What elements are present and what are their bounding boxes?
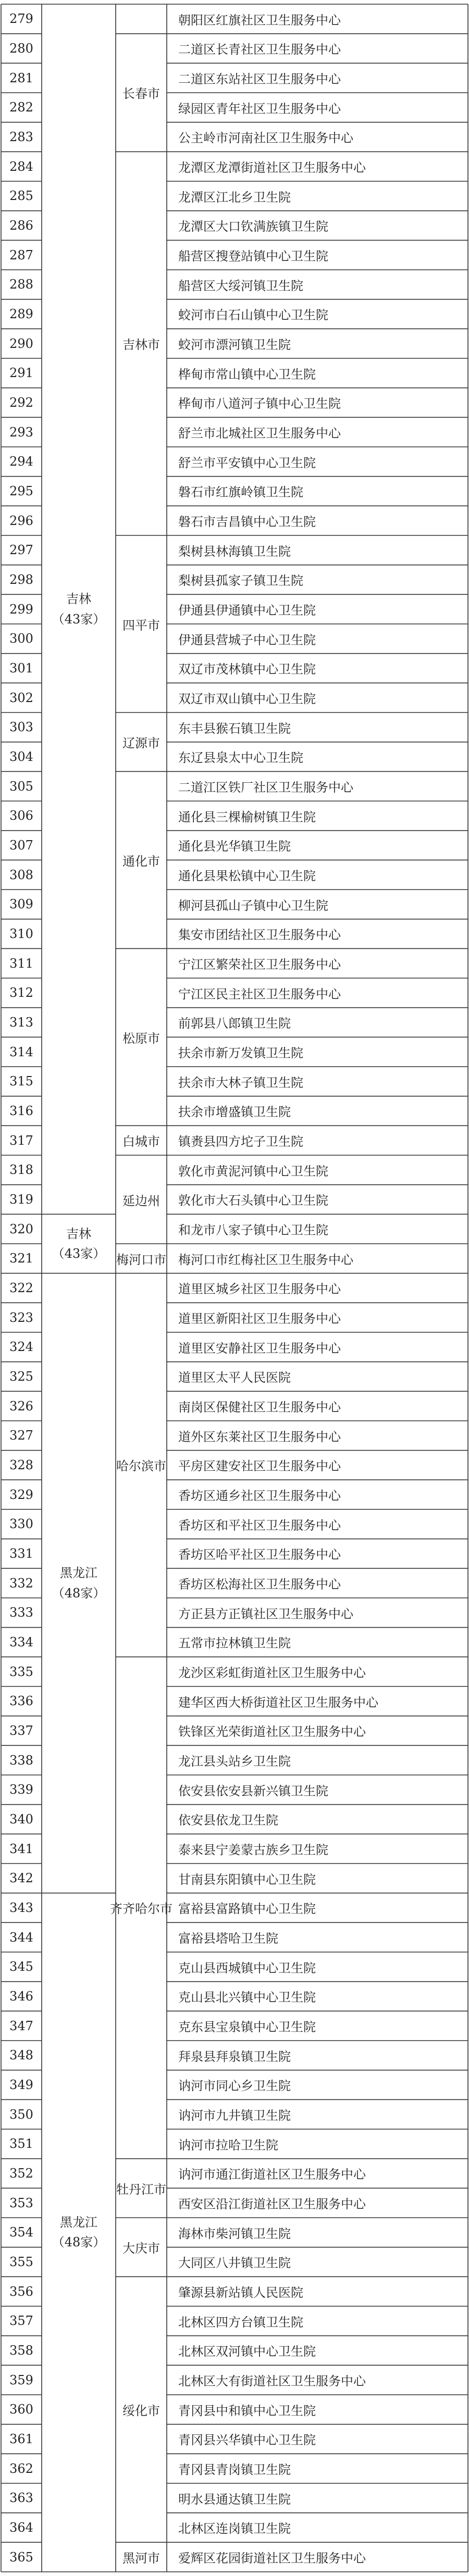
row-number: 362 [9, 2461, 33, 2476]
row-number: 353 [9, 2195, 33, 2210]
row-number: 314 [9, 1044, 33, 1059]
row-number: 307 [9, 837, 33, 853]
institution-name: 二道区东站社区卫生服务中心 [178, 72, 341, 87]
row-number: 291 [9, 366, 33, 381]
row-number: 289 [9, 306, 33, 321]
institution-name: 北林区四方台镇卫生院 [178, 2315, 303, 2330]
institution-name: 拜泉县拜泉镇卫生院 [178, 2049, 291, 2064]
city-cell: 松原市 [122, 1031, 160, 1046]
institution-name: 朝阳区红旗社区卫生服务中心 [178, 12, 341, 28]
row-number: 295 [9, 483, 33, 498]
institution-name: 富裕县塔哈卫生院 [178, 1931, 278, 1946]
institution-name: 讷河市拉哈卫生院 [178, 2137, 278, 2153]
institution-name: 甘南县东阳镇中心卫生院 [178, 1872, 316, 1887]
province-cell [42, 1273, 116, 1893]
institution-name: 通化县果松镇中心卫生院 [178, 869, 316, 884]
row-number: 323 [9, 1310, 33, 1325]
institution-name: 扶余市增盛镇卫生院 [178, 1105, 291, 1120]
row-number: 356 [9, 2284, 33, 2299]
row-number: 357 [9, 2314, 33, 2329]
row-number: 313 [9, 1015, 33, 1030]
institution-name: 讷河市同心乡卫生院 [178, 2079, 291, 2094]
institution-name: 龙江县头站乡卫生院 [178, 1754, 291, 1769]
row-number: 306 [9, 808, 33, 823]
row-number: 349 [9, 2077, 33, 2092]
row-number: 298 [9, 572, 33, 587]
institution-name: 柳河县孤山子镇中心卫生院 [178, 898, 328, 913]
row-number: 292 [9, 395, 33, 410]
province-cell [42, 1893, 116, 2572]
city-cell: 绥化市 [122, 2403, 160, 2418]
institution-name: 五常市拉林镇卫生院 [178, 1636, 291, 1651]
institution-name: 克山县北兴镇中心卫生院 [178, 1990, 316, 2005]
row-number: 286 [9, 218, 33, 233]
row-number: 287 [9, 247, 33, 262]
city-cell: 白城市 [122, 1134, 160, 1149]
row-number: 333 [9, 1605, 33, 1620]
province-count: （48家） [52, 2235, 106, 2250]
institution-name: 大同区八井镇卫生院 [178, 2256, 291, 2271]
institution-name: 香坊区通乡社区卫生服务中心 [178, 1489, 341, 1504]
institution-name: 东辽县泉太中心卫生院 [178, 751, 303, 766]
institution-name: 磐石市红旗岭镇卫生院 [178, 485, 303, 500]
province-name: 黑龙江 [60, 2215, 97, 2230]
institution-name: 磐石市吉昌镇中心卫生院 [178, 515, 316, 530]
province-count: （48家） [52, 1585, 106, 1600]
row-number: 354 [9, 2225, 33, 2240]
institution-name: 宁江区民主社区卫生服务中心 [178, 986, 341, 1002]
row-number: 309 [9, 897, 33, 912]
city-cell: 辽源市 [122, 736, 160, 751]
institution-name: 克东县宝泉镇中心卫生院 [178, 2020, 316, 2035]
institution-name: 敦化市大石头镇中心卫生院 [178, 1193, 328, 1208]
institution-name: 梅河口市红梅社区卫生服务中心 [178, 1252, 353, 1267]
row-number: 360 [9, 2402, 33, 2417]
institution-name: 舒兰市平安镇中心卫生院 [178, 455, 316, 470]
city-cell: 哈尔滨市 [116, 1459, 166, 1474]
institution-name: 香坊区哈平社区卫生服务中心 [178, 1547, 341, 1562]
row-number: 338 [9, 1753, 33, 1768]
institution-name: 东丰县猴石镇卫生院 [178, 721, 291, 736]
row-number: 348 [9, 2048, 33, 2063]
row-number: 351 [9, 2136, 33, 2152]
row-number: 290 [9, 336, 33, 351]
institution-name: 道外区东莱社区卫生服务中心 [178, 1429, 341, 1444]
row-number: 352 [9, 2166, 33, 2181]
institution-name: 克山县西城镇中心卫生院 [178, 1960, 316, 1975]
city-cell: 大庆市 [122, 2241, 160, 2256]
row-number: 346 [9, 1989, 33, 2004]
row-number: 350 [9, 2107, 33, 2122]
row-number: 345 [9, 1959, 33, 1974]
institution-name: 龙沙区彩虹街道社区卫生服务中心 [178, 1666, 366, 1681]
row-number: 328 [9, 1457, 33, 1472]
row-number: 342 [9, 1871, 33, 1886]
row-number: 341 [9, 1841, 33, 1856]
province-count: （43家） [52, 611, 106, 627]
institution-name: 蛟河市白石山镇中心卫生院 [178, 308, 328, 323]
city-cell: 齐齐哈尔市 [110, 1902, 172, 1917]
row-number: 347 [9, 2018, 33, 2033]
institution-name: 通化县光华镇卫生院 [178, 839, 291, 854]
row-number: 327 [9, 1428, 33, 1443]
province-cell [42, 4, 116, 1214]
institution-name: 伊通县营城子中心卫生院 [178, 632, 316, 647]
province-count: （43家） [52, 1246, 106, 1261]
institution-name: 二道江区铁厂社区卫生服务中心 [178, 780, 353, 795]
institution-name: 依安县依安县新兴镇卫生院 [178, 1783, 328, 1798]
institution-name: 北林区双河镇中心卫生院 [178, 2344, 316, 2359]
row-number: 364 [9, 2520, 33, 2535]
row-number: 331 [9, 1546, 33, 1561]
row-number: 302 [9, 690, 33, 705]
row-number: 310 [9, 926, 33, 941]
institution-name: 公主岭市河南社区卫生服务中心 [178, 131, 353, 146]
row-number: 365 [9, 2549, 33, 2565]
institution-name: 船营区大绥河镇卫生院 [178, 278, 303, 293]
row-number: 358 [9, 2343, 33, 2358]
institution-name: 伊通县伊通镇中心卫生院 [178, 603, 316, 618]
city-cell: 延边州 [122, 1193, 160, 1208]
row-number: 363 [9, 2491, 33, 2506]
row-number: 326 [9, 1398, 33, 1414]
row-number: 336 [9, 1694, 33, 1709]
institution-name: 肇源县新站镇人民医院 [178, 2285, 303, 2300]
institution-name: 道里区安静社区卫生服务中心 [178, 1341, 341, 1356]
institution-name: 镇赉县四方坨子卫生院 [178, 1134, 303, 1149]
institution-name: 青冈县兴华镇中心卫生院 [178, 2433, 316, 2448]
row-number: 303 [9, 720, 33, 735]
row-number: 335 [9, 1664, 33, 1679]
institution-name: 讷河市九井镇卫生院 [178, 2108, 291, 2123]
institution-name: 依安县依龙卫生院 [178, 1813, 278, 1828]
row-number: 285 [9, 189, 33, 204]
row-number: 324 [9, 1340, 33, 1355]
institution-name: 青冈县中和镇中心卫生院 [178, 2403, 316, 2418]
city-cell: 牡丹江市 [116, 2182, 166, 2197]
institution-name: 建华区西大桥街道社区卫生服务中心 [178, 1695, 378, 1710]
institution-name: 龙潭区龙潭街道社区卫生服务中心 [178, 160, 366, 176]
institution-name: 讷河市通江街道社区卫生服务中心 [178, 2167, 366, 2182]
institution-name: 船营区搜登站镇中心卫生院 [178, 249, 328, 264]
row-number: 281 [9, 70, 33, 85]
institution-name: 北林区大有街道社区卫生服务中心 [178, 2374, 366, 2389]
province-name: 吉林 [66, 592, 91, 607]
row-number: 355 [9, 2254, 33, 2269]
institution-name: 方正县方正镇社区卫生服务中心 [178, 1606, 353, 1621]
city-cell: 通化市 [122, 854, 160, 869]
institution-name: 爱辉区花园街道社区卫生服务中心 [178, 2551, 366, 2566]
row-number: 288 [9, 277, 33, 292]
row-number: 332 [9, 1575, 33, 1591]
institution-name: 敦化市黄泥河镇中心卫生院 [178, 1164, 328, 1179]
row-number: 294 [9, 454, 33, 469]
institution-name: 双辽市双山镇中心卫生院 [178, 692, 316, 707]
institution-name: 通化县三棵榆树镇卫生院 [178, 809, 316, 824]
institution-name: 平房区建安社区卫生服务中心 [178, 1459, 341, 1474]
row-number: 343 [9, 1900, 33, 1915]
institution-name: 宁江区繁荣社区卫生服务中心 [178, 957, 341, 972]
institution-name: 绿园区青年社区卫生服务中心 [178, 101, 341, 116]
row-number: 322 [9, 1280, 33, 1295]
institution-name: 桦甸市常山镇中心卫生院 [178, 367, 316, 382]
row-number: 282 [9, 100, 33, 115]
row-number: 319 [9, 1192, 33, 1207]
institution-name: 龙潭区大口钦满族镇卫生院 [178, 219, 328, 234]
row-number: 359 [9, 2372, 33, 2387]
province-cell [42, 1214, 116, 1273]
institution-name: 道里区城乡社区卫生服务中心 [178, 1282, 341, 1297]
row-number: 301 [9, 660, 33, 676]
row-number: 296 [9, 513, 33, 528]
institution-name: 青冈县青岗镇卫生院 [178, 2462, 291, 2478]
row-number: 300 [9, 631, 33, 646]
institution-name: 铁锋区光荣街道社区卫生服务中心 [178, 1724, 366, 1740]
province-name: 黑龙江 [60, 1566, 97, 1581]
row-number: 312 [9, 985, 33, 1001]
row-number: 337 [9, 1723, 33, 1738]
institution-name: 扶余市新万发镇卫生院 [178, 1046, 303, 1061]
row-number: 344 [9, 1930, 33, 1945]
row-number: 325 [9, 1369, 33, 1384]
city-cell: 梅河口市 [116, 1252, 166, 1267]
row-number: 339 [9, 1782, 33, 1797]
institution-name: 道里区太平人民医院 [178, 1370, 291, 1385]
institution-name: 香坊区和平社区卫生服务中心 [178, 1518, 341, 1533]
row-number: 329 [9, 1487, 33, 1502]
row-number: 280 [9, 41, 33, 56]
institution-name: 富裕县富路镇中心卫生院 [178, 1902, 316, 1917]
row-number: 308 [9, 867, 33, 882]
institution-name: 明水县通达镇卫生院 [178, 2492, 291, 2507]
institution-name: 二道区长青社区卫生服务中心 [178, 42, 341, 57]
row-number: 318 [9, 1162, 33, 1178]
row-number: 304 [9, 749, 33, 764]
row-number: 283 [9, 129, 33, 144]
row-number: 305 [9, 779, 33, 794]
row-number: 311 [9, 956, 33, 971]
institution-name: 舒兰市北城社区卫生服务中心 [178, 426, 341, 441]
institution-name: 蛟河市漂河镇卫生院 [178, 337, 291, 353]
institution-name: 梨树县林海镇卫生院 [178, 544, 291, 559]
institution-name: 桦甸市八道河子镇中心卫生院 [178, 396, 341, 411]
row-number: 334 [9, 1634, 33, 1649]
city-cell: 黑河市 [122, 2551, 160, 2566]
city-cell: 四平市 [122, 618, 160, 633]
institution-name: 西安区沿江街道社区卫生服务中心 [178, 2197, 366, 2212]
row-number: 361 [9, 2431, 33, 2446]
institution-name: 和龙市八家子镇中心卫生院 [178, 1223, 328, 1238]
row-number: 315 [9, 1074, 33, 1089]
institution-name: 扶余市大林子镇卫生院 [178, 1075, 303, 1090]
row-number: 316 [9, 1103, 33, 1118]
city-cell: 吉林市 [122, 337, 160, 353]
institution-name: 前郭县八郎镇卫生院 [178, 1016, 291, 1031]
row-number: 340 [9, 1811, 33, 1827]
institution-name: 龙潭区江北乡卫生院 [178, 190, 291, 205]
row-number: 320 [9, 1221, 33, 1236]
institution-name: 双辽市茂林镇中心卫生院 [178, 662, 316, 677]
row-number: 321 [9, 1251, 33, 1266]
row-number: 297 [9, 543, 33, 558]
city-cell: 长春市 [122, 86, 160, 102]
row-number: 293 [9, 424, 33, 440]
institution-name: 海林市柴河镇卫生院 [178, 2226, 291, 2241]
row-number: 279 [9, 11, 33, 27]
row-number: 299 [9, 602, 33, 617]
institution-name: 道里区新阳社区卫生服务中心 [178, 1311, 341, 1327]
row-number: 317 [9, 1133, 33, 1148]
row-number: 284 [9, 159, 33, 174]
institution-name: 泰来县宁姜蒙古族乡卫生院 [178, 1843, 328, 1858]
row-number: 330 [9, 1517, 33, 1532]
institution-name: 南岗区保健社区卫生服务中心 [178, 1400, 341, 1415]
institution-name: 北林区连岗镇卫生院 [178, 2521, 291, 2536]
institution-name: 香坊区松海社区卫生服务中心 [178, 1577, 341, 1592]
province-name: 吉林 [66, 1226, 91, 1241]
city-cell [116, 4, 167, 34]
institution-name: 集安市团结社区卫生服务中心 [178, 928, 341, 943]
institution-name: 梨树县孤家子镇卫生院 [178, 573, 303, 589]
